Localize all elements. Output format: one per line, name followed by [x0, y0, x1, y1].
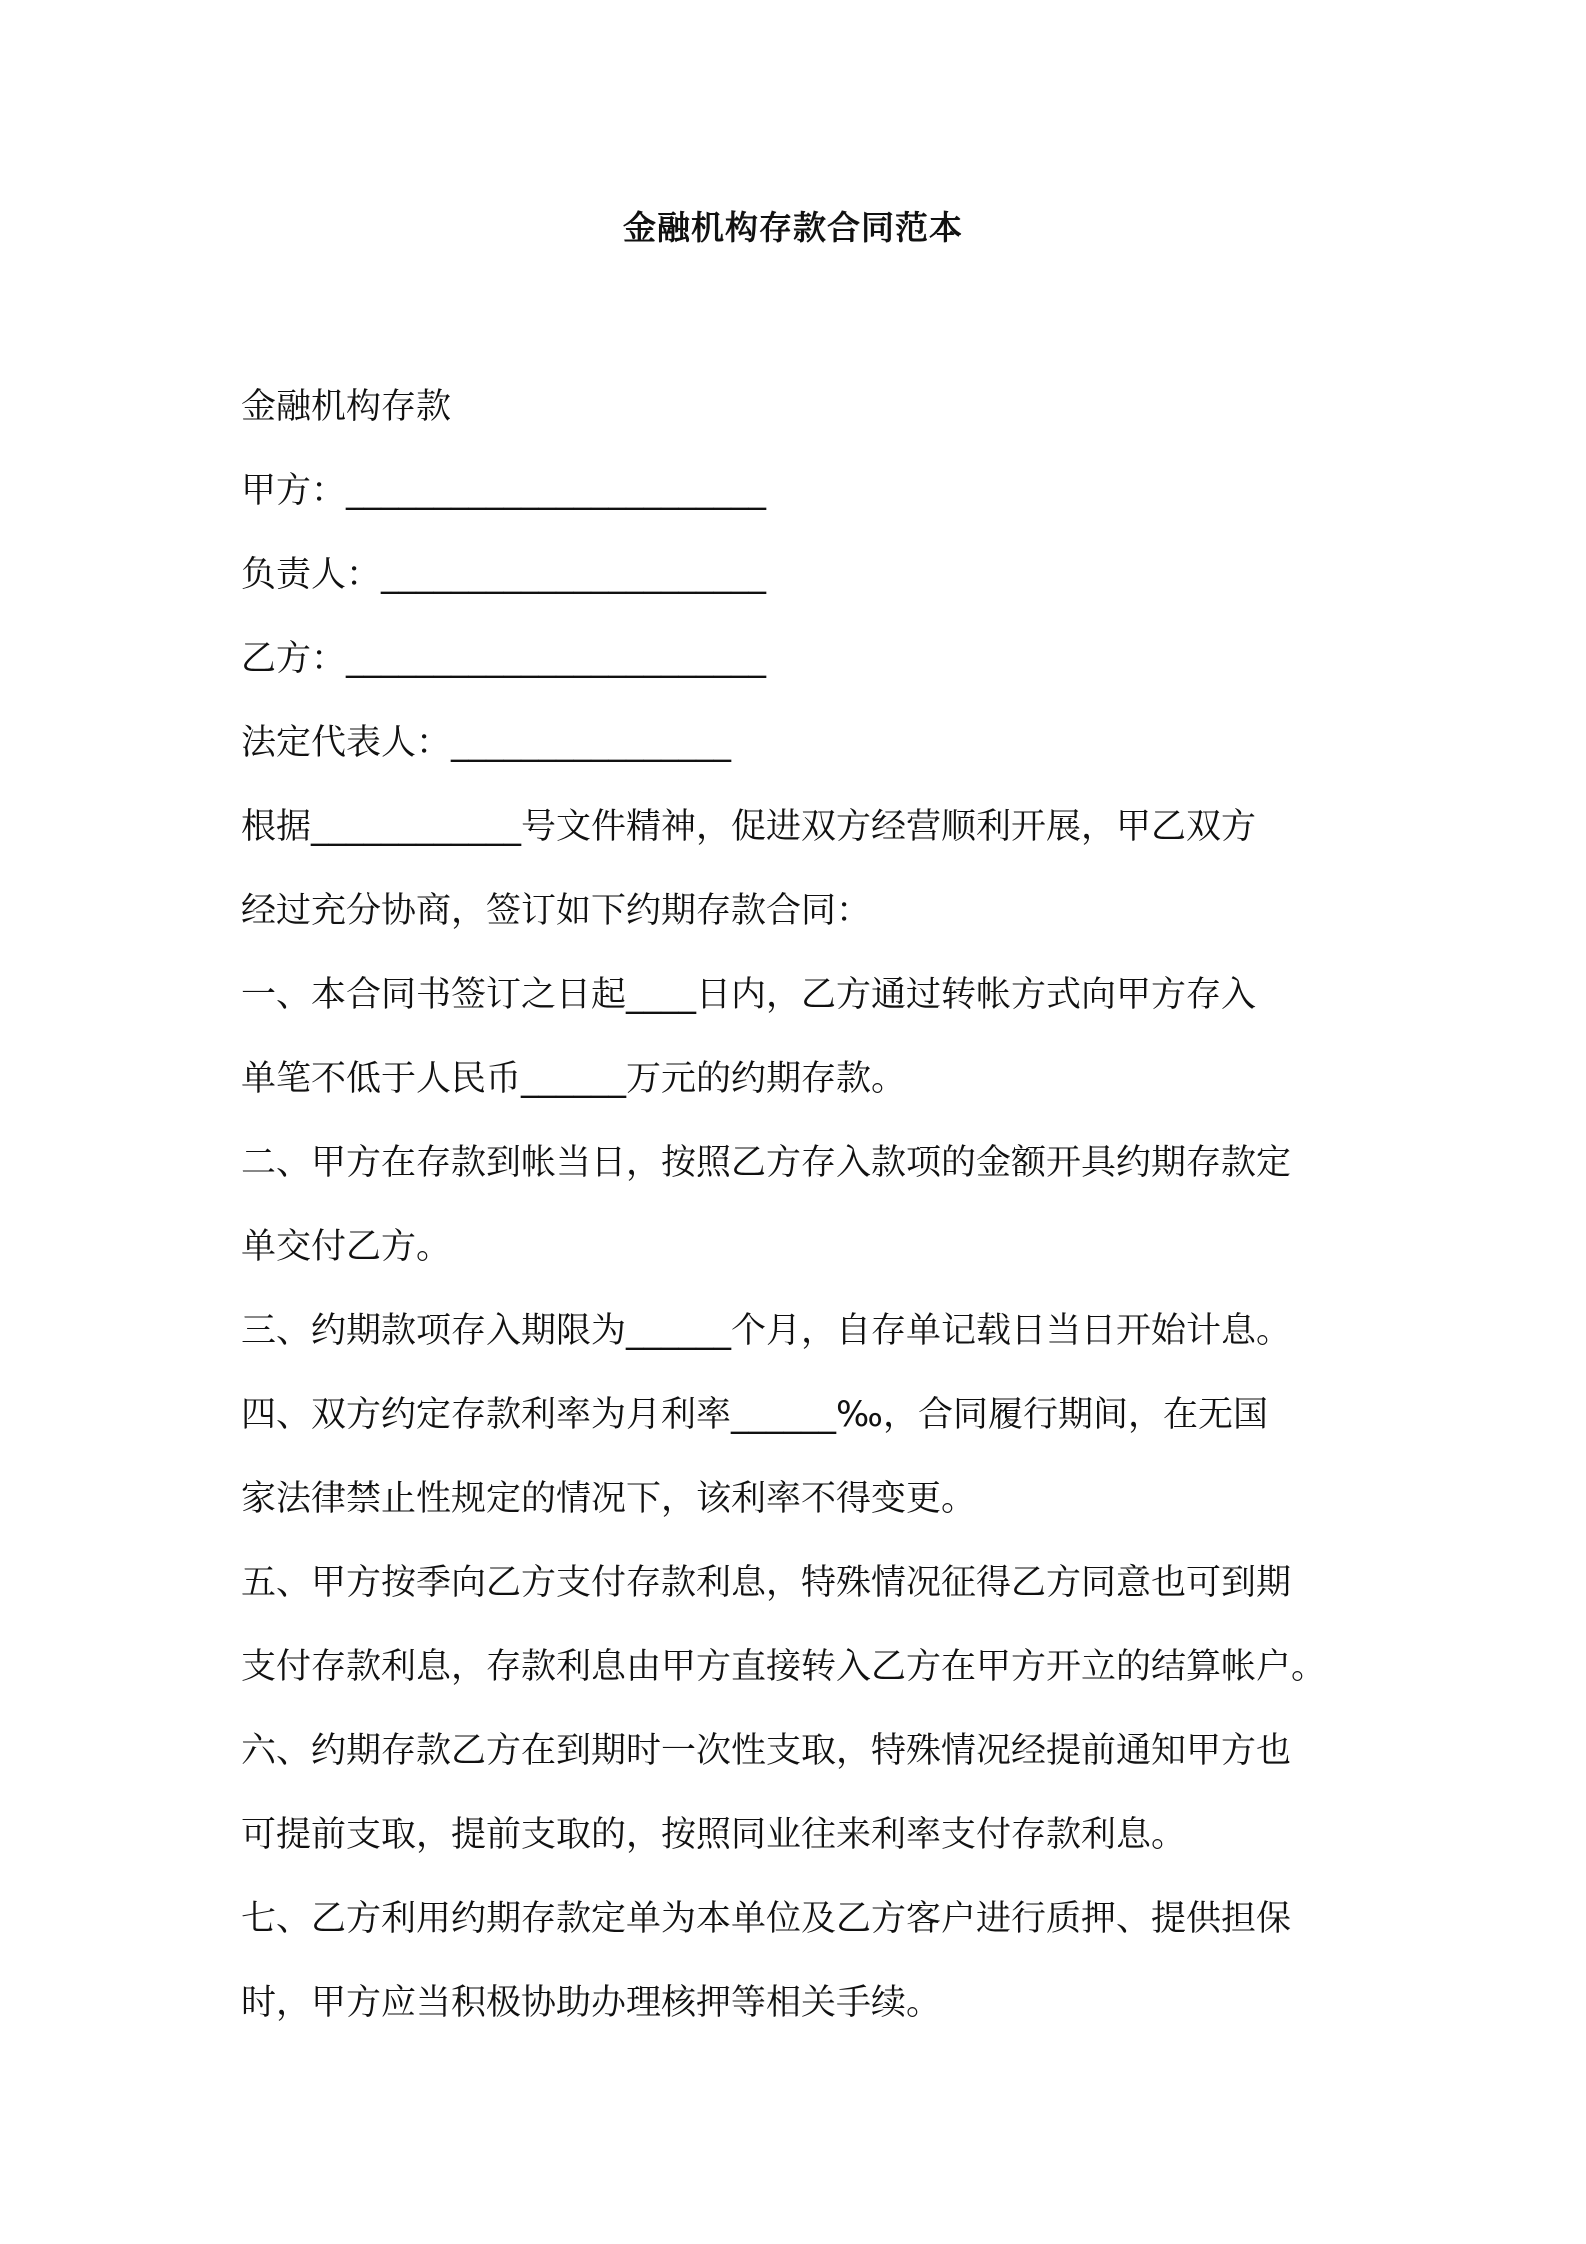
clause-5-line: 支付存款利息，存款利息由甲方直接转入乙方在甲方开立的结算帐户。 [241, 1647, 1327, 1687]
party-b-line: 乙方：________________________ [241, 639, 767, 679]
clause-6-line: 六、约期存款乙方在到期时一次性支取，特殊情况经提前通知甲方也 [241, 1731, 1292, 1771]
clause-2-line: 二、甲方在存款到帐当日，按照乙方存入款项的金额开具约期存款定 [241, 1143, 1292, 1183]
clause-3-line: 三、约期款项存入期限为______个月，自存单记载日当日开始计息。 [241, 1311, 1292, 1351]
document-title: 金融机构存款合同范本 [623, 208, 963, 247]
clause-7-line: 时，甲方应当积极协助办理核押等相关手续。 [241, 1983, 942, 2023]
party-a-line: 甲方：________________________ [241, 471, 767, 511]
clause-7-line: 七、乙方利用约期存款定单为本单位及乙方客户进行质押、提供担保 [241, 1899, 1292, 1939]
preamble-line: 经过充分协商，签订如下约期存款合同： [241, 891, 872, 931]
clause-1-line: 一、本合同书签订之日起____日内，乙方通过转帐方式向甲方存入 [241, 975, 1257, 1015]
responsible-person-line: 负责人：______________________ [241, 555, 767, 595]
clause-6-line: 可提前支取，提前支取的，按照同业往来利率支付存款利息。 [241, 1815, 1187, 1855]
clause-1-line: 单笔不低于人民币______万元的约期存款。 [241, 1059, 907, 1099]
clause-4-line: 家法律禁止性规定的情况下，该利率不得变更。 [241, 1479, 977, 1519]
clause-4-line: 四、双方约定存款利率为月利率______‰，合同履行期间，在无国 [241, 1395, 1268, 1435]
document-body [241, 365, 1361, 2045]
clause-5-line: 五、甲方按季向乙方支付存款利息，特殊情况征得乙方同意也可到期 [241, 1563, 1292, 1603]
preamble-line: 根据____________号文件精神，促进双方经营顺利开展，甲乙双方 [241, 807, 1257, 847]
clause-2-line: 单交付乙方。 [241, 1227, 452, 1267]
legal-representative-line: 法定代表人：________________ [241, 723, 732, 763]
subject-line: 金融机构存款 [241, 387, 452, 427]
